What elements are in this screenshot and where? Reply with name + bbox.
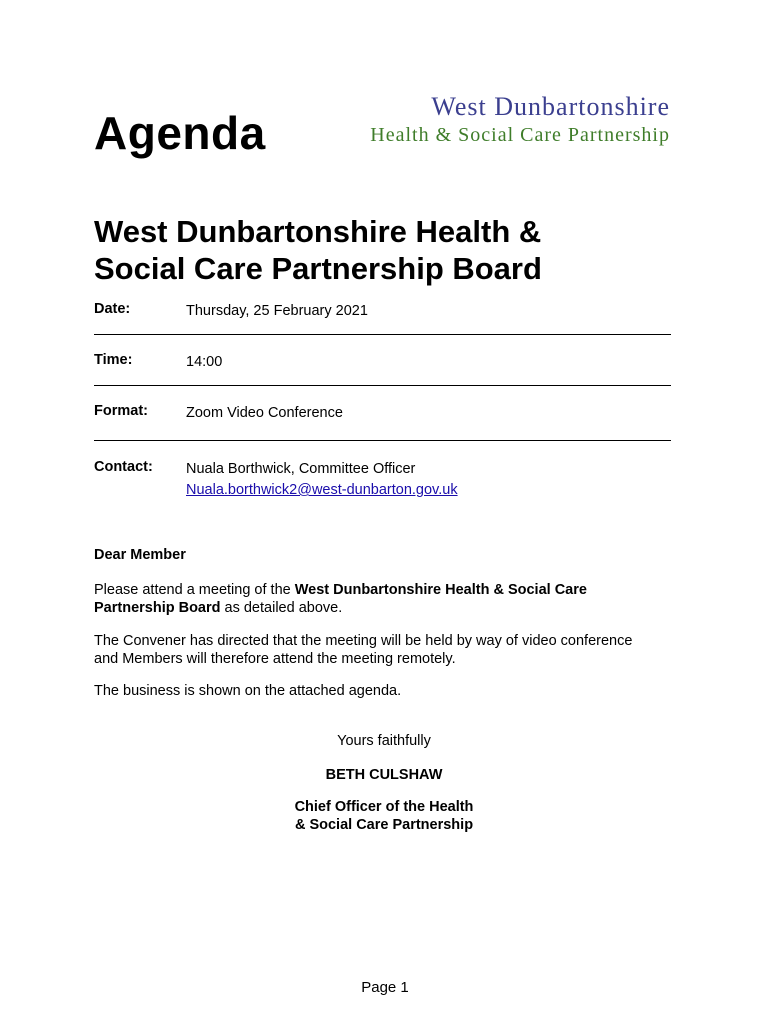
logo-text-west-dunbartonshire: West Dunbartonshire: [431, 92, 670, 121]
para1-outro: as detailed above.: [220, 600, 343, 616]
para2-line-1: The Convener has directed that the meeting will be held by way of video conference: [94, 633, 633, 649]
contact-label: Contact:: [94, 459, 153, 475]
paragraph-business: The business is shown on the attached agenda.: [94, 683, 402, 699]
time-value: 14:00: [186, 354, 223, 370]
format-value: Zoom Video Conference: [186, 405, 343, 421]
contact-value-block: [186, 459, 458, 501]
signatory-role: [194, 798, 574, 834]
contact-email-link[interactable]: Nuala.borthwick2@west-dunbarton.gov.uk: [186, 482, 458, 498]
detail-row-date: [94, 301, 671, 323]
format-label: Format:: [94, 403, 148, 419]
date-value: Thursday, 25 February 2021: [186, 303, 368, 319]
para1-board-name-line-2: Partnership Board: [94, 600, 221, 616]
role-line-2: & Social Care Partnership: [294, 817, 474, 833]
para1-board-name-line-1: West Dunbartonshire Health & Social Care: [294, 582, 587, 598]
divider-rule: [94, 385, 671, 386]
detail-row-contact: [94, 459, 671, 503]
divider-rule: [94, 334, 671, 335]
board-title-line-2: Social Care Partnership Board: [94, 251, 542, 286]
time-label: Time:: [94, 352, 133, 368]
date-label: Date:: [94, 301, 131, 317]
paragraph-convener: [94, 632, 694, 668]
role-line-1: Chief Officer of the Health: [294, 799, 474, 815]
page-number: Page 1: [361, 979, 409, 996]
board-title-line-1: West Dunbartonshire Health &: [94, 214, 542, 249]
closing: Yours faithfully: [337, 733, 431, 749]
divider-rule: [94, 440, 671, 441]
paragraph-attend-meeting: [94, 581, 694, 617]
agenda-heading: Agenda: [94, 107, 266, 159]
contact-name: Nuala Borthwick, Committee Officer: [186, 461, 416, 477]
para2-line-2: and Members will therefore attend the meeting remotely.: [94, 651, 456, 667]
board-title: [94, 213, 694, 287]
detail-row-time: [94, 352, 671, 374]
signatory-name: BETH CULSHAW: [325, 767, 443, 783]
para1-intro: Please attend a meeting of the: [94, 582, 295, 598]
detail-row-format: [94, 403, 671, 425]
salutation: Dear Member: [94, 547, 186, 563]
partnership-logo: [330, 93, 670, 147]
logo-text-hscp: Health & Social Care Partnership: [370, 124, 670, 146]
